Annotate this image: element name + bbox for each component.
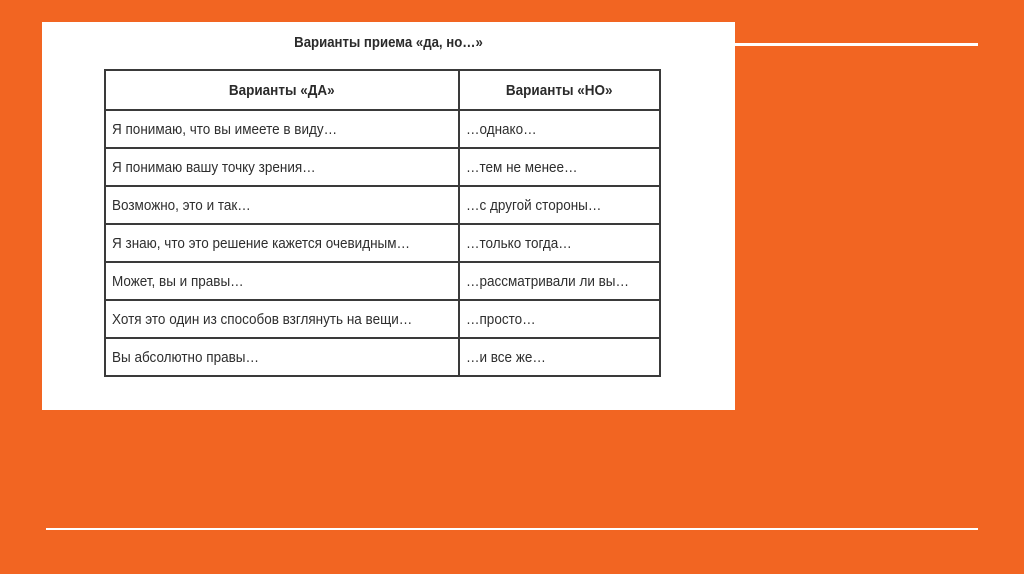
table-row bbox=[105, 186, 660, 224]
yes-text: Вы абсолютно правы… bbox=[112, 348, 259, 366]
but-cell bbox=[459, 186, 660, 224]
bottom-divider-line bbox=[46, 528, 978, 530]
yes-cell bbox=[105, 224, 459, 262]
yes-text: Я понимаю вашу точку зрения… bbox=[112, 158, 316, 176]
but-cell bbox=[459, 148, 660, 186]
table-row bbox=[105, 224, 660, 262]
table-image-panel bbox=[42, 22, 735, 410]
table-row bbox=[105, 148, 660, 186]
header-but-variants bbox=[459, 70, 660, 110]
but-text: …с другой стороны… bbox=[466, 196, 602, 214]
yes-cell bbox=[105, 110, 459, 148]
table-row bbox=[105, 262, 660, 300]
yes-text: Я знаю, что это решение кажется очевидным… bbox=[112, 234, 411, 252]
but-text: …просто… bbox=[466, 310, 536, 328]
header-yes-label: Варианты «ДА» bbox=[229, 81, 335, 99]
table-title: Варианты приема «да, но…» bbox=[294, 34, 483, 51]
header-yes-variants bbox=[105, 70, 459, 110]
but-cell bbox=[459, 262, 660, 300]
yes-text: Я понимаю, что вы имеете в виду… bbox=[112, 120, 338, 138]
yes-cell bbox=[105, 338, 459, 376]
but-cell bbox=[459, 110, 660, 148]
but-cell bbox=[459, 338, 660, 376]
yes-cell bbox=[105, 262, 459, 300]
top-divider-line bbox=[735, 43, 978, 46]
header-but-label: Варианты «НО» bbox=[506, 81, 613, 99]
yes-cell bbox=[105, 148, 459, 186]
but-text: …только тогда… bbox=[466, 234, 572, 252]
yes-cell bbox=[105, 300, 459, 338]
table-row bbox=[105, 338, 660, 376]
yes-cell bbox=[105, 186, 459, 224]
but-cell bbox=[459, 224, 660, 262]
but-text: …и все же… bbox=[466, 348, 546, 366]
but-text: …рассматривали ли вы… bbox=[466, 272, 629, 290]
table-row bbox=[105, 110, 660, 148]
yes-text: Хотя это один из способов взглянуть на вещи… bbox=[112, 310, 413, 328]
but-text: …однако… bbox=[466, 120, 537, 138]
yes-text: Может, вы и правы… bbox=[112, 272, 244, 290]
table-header-row bbox=[105, 70, 660, 110]
but-cell bbox=[459, 300, 660, 338]
table-row bbox=[105, 300, 660, 338]
yes-text: Возможно, это и так… bbox=[112, 196, 251, 214]
variants-table bbox=[104, 69, 661, 377]
but-text: …тем не менее… bbox=[466, 158, 578, 176]
